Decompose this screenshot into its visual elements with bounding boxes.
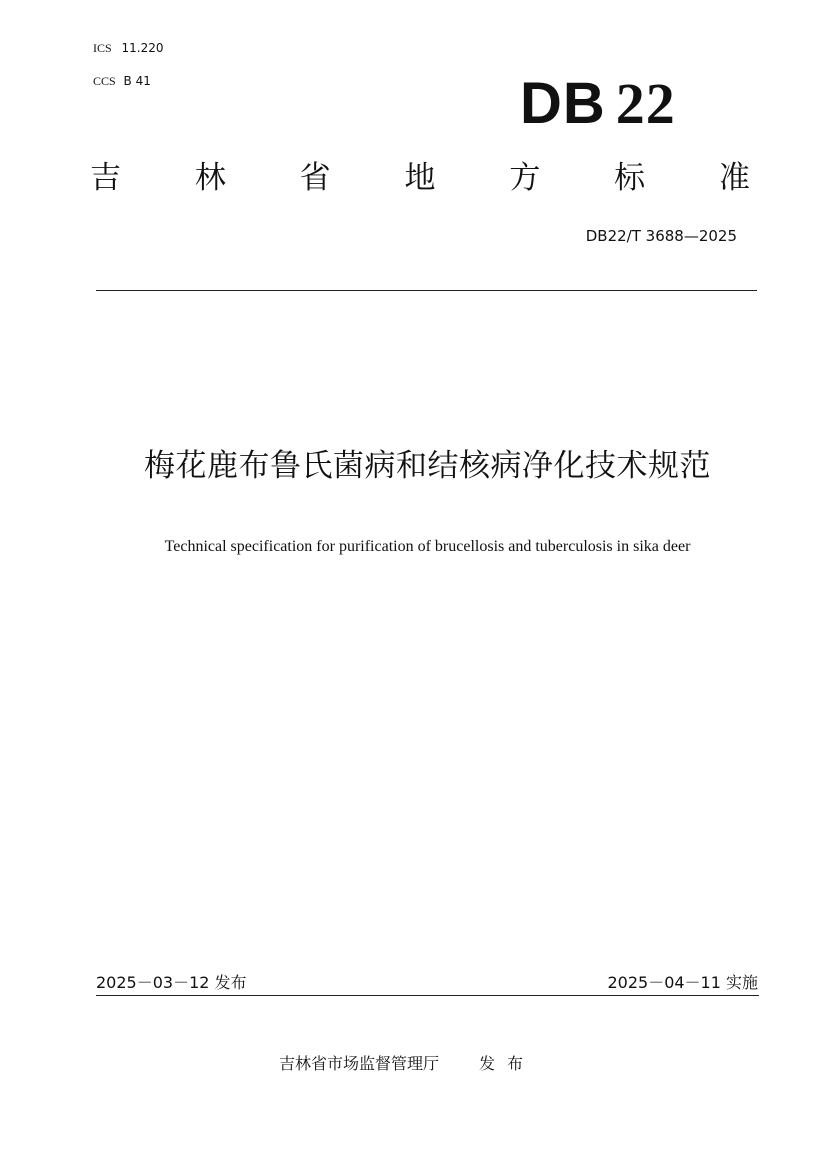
heading-char: 吉 (90, 160, 121, 196)
logo-letter-d: D (520, 71, 563, 136)
heading-char: 省 (299, 160, 331, 196)
logo-letter-b: B (562, 71, 606, 136)
standard-type-heading (90, 158, 750, 198)
ics-code (93, 40, 164, 56)
ccs-value: B 41 (123, 74, 151, 88)
heading-char: 标 (614, 160, 646, 196)
issue-date: 2025－03－12 发布 (96, 973, 247, 992)
top-divider (96, 290, 757, 291)
ccs-label: CCS (93, 74, 116, 88)
heading-char: 方 (509, 160, 541, 196)
ccs-code (93, 73, 151, 89)
document-title-en: Technical specification for purification of brucellosis and tuberculosis in sika deer (164, 538, 691, 555)
ics-value: 11.220 (121, 41, 164, 55)
document-title-cn: 梅花鹿布鲁氏菌病和结核病净化技术规范 (144, 448, 711, 484)
heading-char: 林 (194, 160, 226, 196)
heading-char: 地 (404, 160, 436, 196)
implementation-date: 2025－04－11 实施 (607, 973, 758, 992)
publisher-name: 吉林省市场监督管理厅 (279, 1054, 440, 1073)
logo-number: 22 (615, 71, 676, 136)
publisher (279, 1053, 535, 1075)
heading-char: 准 (718, 160, 750, 196)
standard-number: DB22/T 3688—2025 (585, 227, 737, 245)
publisher-action: 发布 (479, 1054, 536, 1073)
db22-logo (520, 71, 676, 136)
bottom-divider (96, 995, 759, 996)
ics-label: ICS (93, 41, 112, 55)
